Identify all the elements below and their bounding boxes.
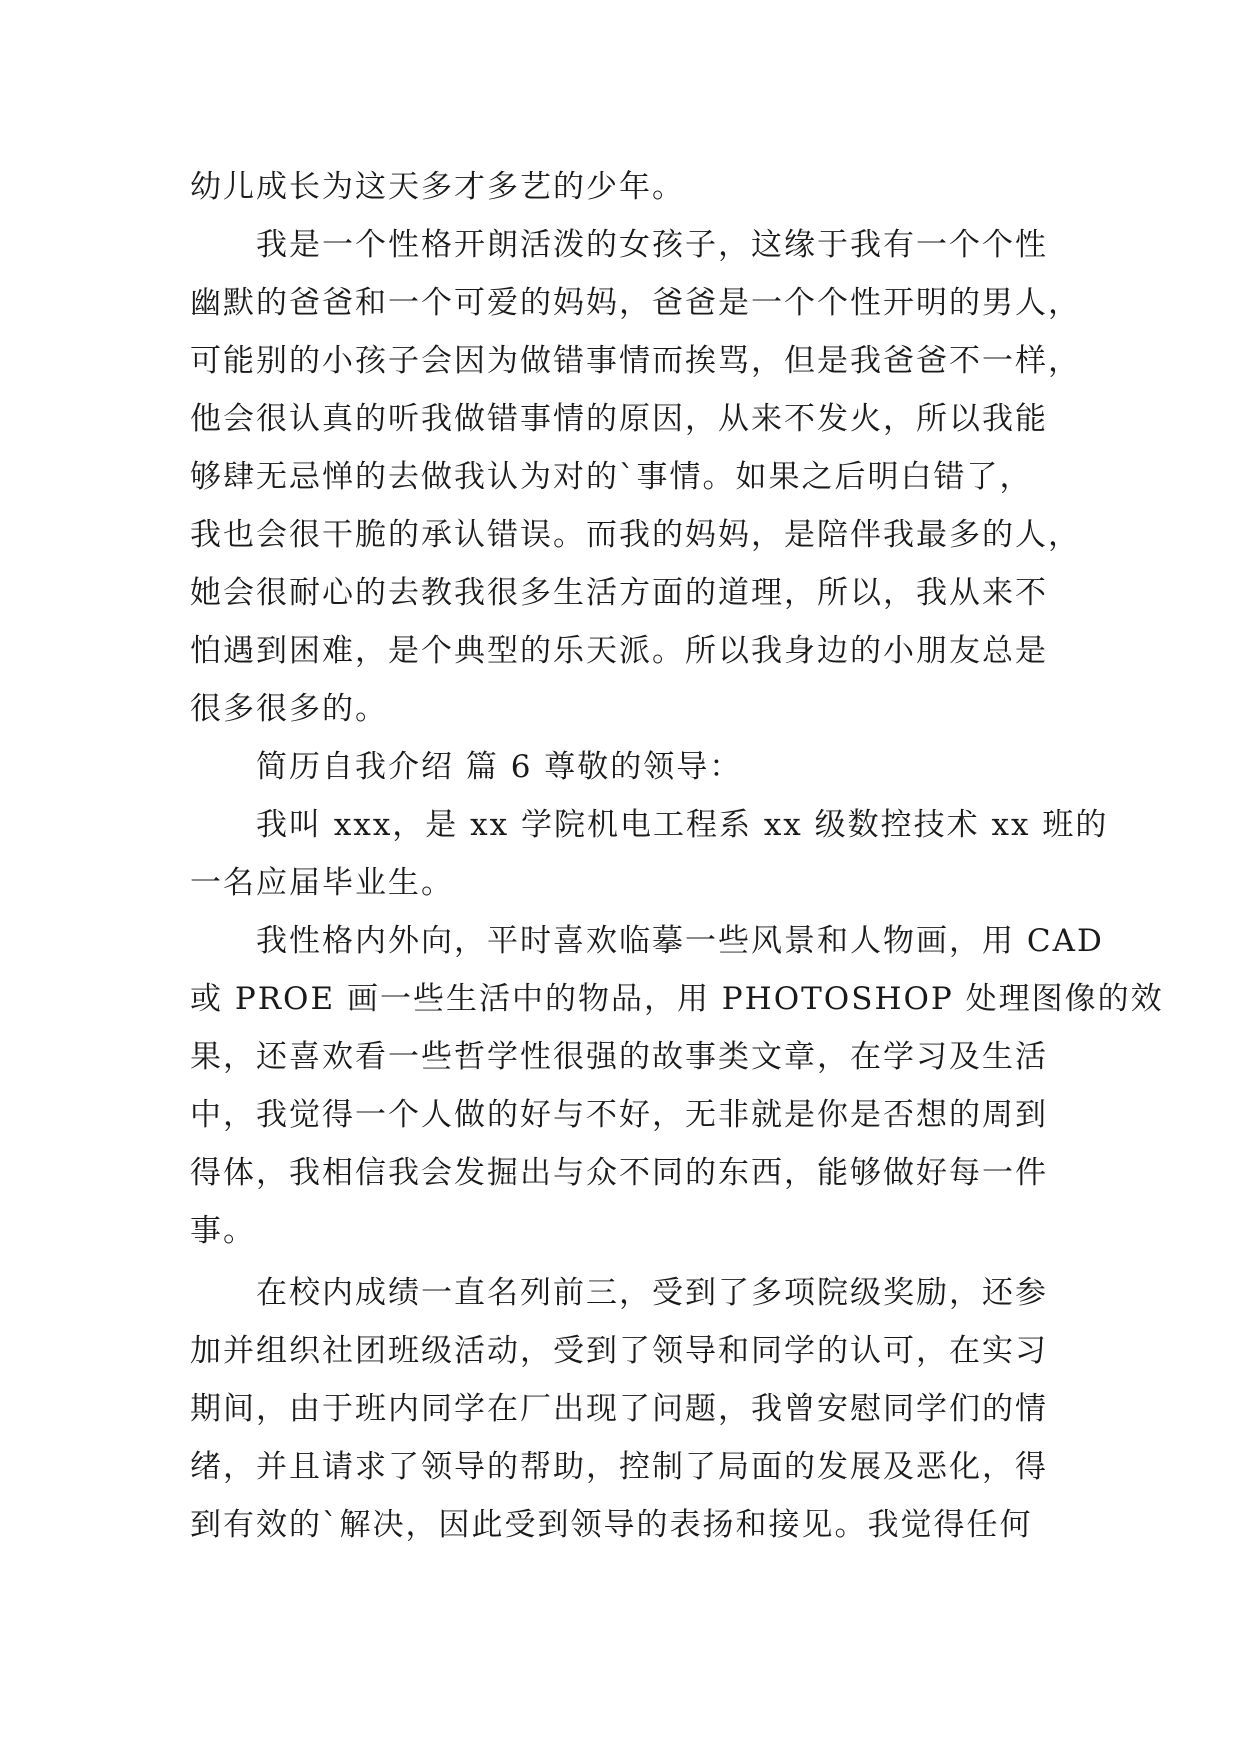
text-line: 怕遇到困难，是个典型的乐天派。所以我身边的小朋友总是	[190, 633, 1048, 669]
paragraph-start-line: 我性格内外向，平时喜欢临摹一些风景和人物画，用 CAD	[256, 923, 1104, 959]
text-line: 够肆无忌惮的去做我认为对的`事情。如果之后明白错了，	[190, 459, 1033, 495]
text-line: 很多很多的。	[190, 691, 388, 727]
text-line: 幽默的爸爸和一个可爱的妈妈，爸爸是一个个性开明的男人，	[190, 285, 1081, 321]
section-heading: 简历自我介绍 篇 6 尊敬的领导：	[256, 749, 743, 785]
text-line: 绪，并且请求了领导的帮助，控制了局面的发展及恶化，得	[190, 1449, 1048, 1485]
text-line: 得体，我相信我会发掘出与众不同的东西，能够做好每一件	[190, 1155, 1048, 1191]
text-line: 事。	[190, 1213, 256, 1249]
paragraph-start-line: 我叫 xxx，是 xx 学院机电工程系 xx 级数控技术 xx 班的	[256, 807, 1109, 843]
text-line: 他会很认真的听我做错事情的原因，从来不发火，所以我能	[190, 401, 1048, 437]
text-line: 可能别的小孩子会因为做错事情而挨骂，但是我爸爸不一样，	[190, 343, 1081, 379]
text-line: 或 PROE 画一些生活中的物品，用 PHOTOSHOP 处理图像的效	[190, 981, 1164, 1017]
text-line: 期间，由于班内同学在厂出现了问题，我曾安慰同学们的情	[190, 1391, 1048, 1427]
text-line: 中，我觉得一个人做的好与不好，无非就是你是否想的周到	[190, 1097, 1048, 1133]
document-body	[190, 158, 1164, 1554]
text-line: 一名应届毕业生。	[190, 865, 454, 901]
text-line: 幼儿成长为这天多才多艺的少年。	[190, 169, 685, 205]
paragraph-start-line: 我是一个性格开朗活泼的女孩子，这缘于我有一个个性	[256, 227, 1048, 263]
text-line: 到有效的`解决，因此受到领导的表扬和接见。我觉得任何	[190, 1507, 1033, 1543]
text-line: 她会很耐心的去教我很多生活方面的道理，所以，我从来不	[190, 575, 1048, 611]
text-line: 果，还喜欢看一些哲学性很强的故事类文章，在学习及生活	[190, 1039, 1048, 1075]
paragraph-start-line: 在校内成绩一直名列前三，受到了多项院级奖励，还参	[256, 1275, 1048, 1311]
text-line: 加并组织社团班级活动，受到了领导和同学的认可，在实习	[190, 1333, 1048, 1369]
text-line: 我也会很干脆的承认错误。而我的妈妈，是陪伴我最多的人，	[190, 517, 1081, 553]
